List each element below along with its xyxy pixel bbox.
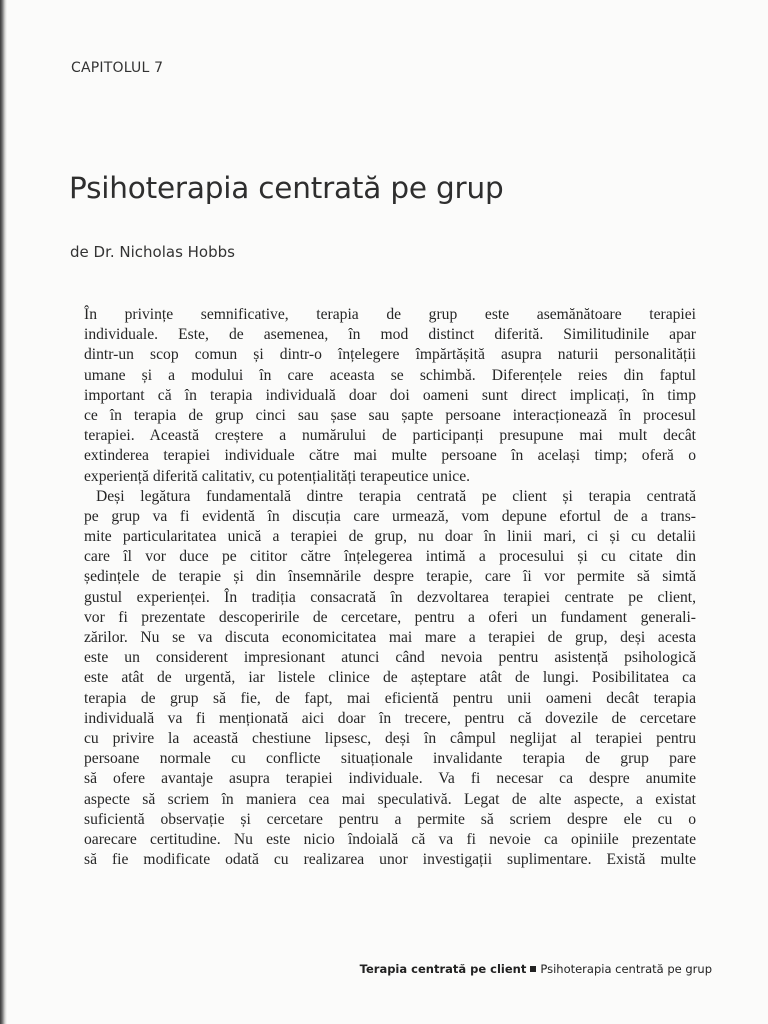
text-line: ce în terapia de grup cinci sau șase sau șapte persoane interacționează în procesul (84, 406, 696, 424)
author-byline: de Dr. Nicholas Hobbs (70, 243, 235, 261)
text-line: umane și a modului în care aceasta se schimbă. Diferențele reies din faptul (84, 366, 696, 384)
text-line: terapiei. Această creștere a numărului de participanți presupune mai mult decât (84, 427, 696, 445)
chapter-label: CAPITOLUL 7 (71, 60, 164, 76)
text-line: vor fi prezentate descoperirile de cercetare, pentru a oferi un fundament generali- (84, 608, 696, 626)
text-line: terapia de grup să fie, de fapt, mai eficientă pentru unii oameni decât terapia (84, 689, 696, 707)
footer-chapter-title: Psihoterapia centrată pe grup (540, 962, 712, 976)
paragraph-1 (84, 305, 696, 487)
text-line: ședințele de terapie și din însemnările despre terapie, care îi vor permite să simtă (84, 568, 696, 586)
text-line: suficientă observație și cercetare pentru a permite să scriem despre ele cu o (84, 810, 696, 828)
text-line: persoane normale cu conflicte situaționale invalidante terapia de grup pare (84, 750, 696, 768)
page-binding-edge (0, 0, 7, 1024)
text-line: În privințe semnificative, terapia de grup este asemănătoare terapiei (84, 306, 696, 323)
text-line: extinderea terapiei individuale către mai multe persoane în același timp; oferă o (84, 447, 696, 465)
square-bullet-icon (530, 966, 536, 972)
text-line: experiență diferită calitativ, cu potențialități terapeutice unice. (84, 467, 471, 485)
text-line: individuală va fi menționată aici doar în trecere, pentru că dovezile de cercetare (84, 709, 696, 727)
footer-book-title: Terapia centrată pe client (359, 962, 527, 976)
paragraph-2 (84, 487, 696, 871)
running-footer (360, 962, 712, 976)
text-line: este atât de urgentă, iar listele clinice de așteptare atât de lungi. Posibilitatea ca (84, 669, 696, 687)
text-line: să fie modificate odată cu realizarea unor investigații suplimentare. Există multe (84, 851, 696, 869)
text-line: Deși legătura fundamentală dintre terapia centrată pe client și terapia centrată (96, 487, 696, 505)
text-line: oarecare certitudine. Nu este nicio îndoială că va fi nevoie ca opiniile prezentate (84, 830, 696, 848)
text-line: zărilor. Nu se va discuta economicitatea mai mare a terapiei de grup, deși acesta (84, 629, 696, 646)
text-line: mite particularitatea unică a terapiei de grup, nu doar în linii mari, ci și cu detalii (84, 528, 696, 546)
text-line: dintr-un scop comun și dintr-o înțelegere împărtășită asupra naturii personalității (84, 346, 696, 364)
text-line: este un considerent impresionant atunci când nevoia pentru asistență psihologică (84, 649, 696, 667)
text-line: să ofere avantaje asupra terapiei individuale. Va fi necesar ca despre anumite (84, 770, 696, 788)
text-line: important că în terapia individuală doar doi oameni sunt direct implicați, în timp (84, 386, 696, 404)
text-line: care îl vor duce pe cititor către înțelegerea intimă a procesului și cu citate din (84, 548, 696, 566)
text-line: aspecte să scriem în maniera cea mai speculativă. Legat de alte aspecte, a existat (84, 790, 696, 808)
text-line: pe grup va fi evidentă în discuția care urmează, vom depune efortul de a trans- (84, 507, 696, 525)
body-text (84, 305, 696, 870)
text-line: cu privire la această chestiune lipsesc, deși în câmpul neglijat al terapiei pentru (84, 729, 696, 747)
text-line: individuale. Este, de asemenea, în mod distinct diferită. Similitudinile apar (84, 326, 696, 344)
text-line: gustul experienței. În tradiția consacrată în dezvoltarea terapiei centrate pe client, (84, 588, 696, 606)
chapter-title: Psihoterapia centrată pe grup (69, 171, 504, 205)
